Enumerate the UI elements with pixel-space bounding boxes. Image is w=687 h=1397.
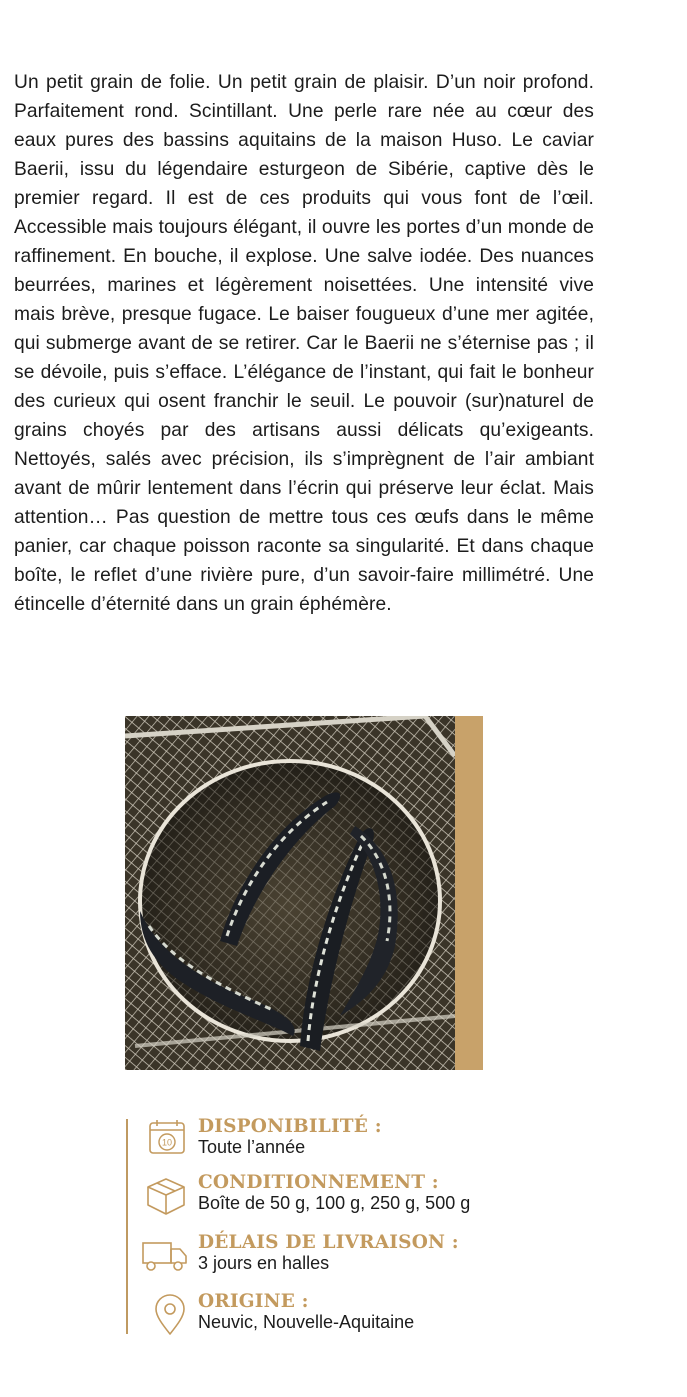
availability-label: DISPONIBILITÉ :	[198, 1116, 382, 1137]
delivery-value: 3 jours en halles	[198, 1253, 330, 1273]
origin-value: Neuvic, Nouvelle-Aquitaine	[198, 1312, 415, 1332]
calendar-icon	[140, 1119, 190, 1163]
packaging-label: CONDITIONNEMENT :	[198, 1172, 439, 1193]
gold-accent-strip	[455, 716, 483, 1070]
availability-value: Toute l’année	[198, 1137, 306, 1157]
sturgeon-net-photo	[125, 716, 455, 1070]
truck-icon	[140, 1235, 190, 1279]
delivery-label: DÉLAIS DE LIVRAISON :	[198, 1232, 459, 1253]
packaging-value: Boîte de 50 g, 100 g, 250 g, 500 g	[198, 1193, 471, 1213]
info-origin	[140, 1291, 660, 1344]
info-divider	[126, 1119, 128, 1334]
intro-paragraph: Un petit grain de folie. Un petit grain de plaisir. D’un noir profond. Parfaitement rond. Scintillant. Une perle rare née au cœur des eaux pures des bassins aquitains de la maison Huso. Le caviar Baerii, issu du légendaire esturgeon de Sibérie, captive dès le premier regard. Il est de ces produits qui vous font de l’œil. Accessible mais toujours élégant, il ouvre les portes d’un monde de raffinement. En bouche, il explose. Une salve iodée. Des nuances beurrées, marines et légèrement noisettées. Une intensité vive mais brève, presque fugace. Le baiser fougueux d’une mer agitée, qui submerge avant de se retirer. Car le Baerii ne s’éternise pas ; il se dévoile, puis s’efface. L’élégance de l’instant, qui fait le bonheur des curieux qui osent franchir le seuil. Le pouvoir (sur)naturel de grains choyés par des artisans aussi délicats qu’exigeants. Nettoyés, salés avec précision, ils s’imprègnent de l’air ambiant avant de mûrir lentement dans l’écrin qui préserve leur éclat. Mais attention… Pas question de mettre tous ces œufs dans le même panier, car chaque poisson raconte sa singularité. Et dans chaque boîte, le reflet d’une rivière pure, d’un savoir-faire millimétré. Une étincelle d’éternité dans un grain éphémère.	[14, 72, 594, 615]
info-delivery	[140, 1232, 660, 1285]
location-pin-icon	[140, 1294, 190, 1338]
info-packaging	[140, 1172, 660, 1225]
origin-label: ORIGINE :	[198, 1291, 309, 1312]
info-availability	[140, 1116, 660, 1169]
calendar-day: 10	[161, 1137, 173, 1148]
box-icon	[140, 1175, 190, 1219]
photo-block	[125, 716, 483, 1070]
